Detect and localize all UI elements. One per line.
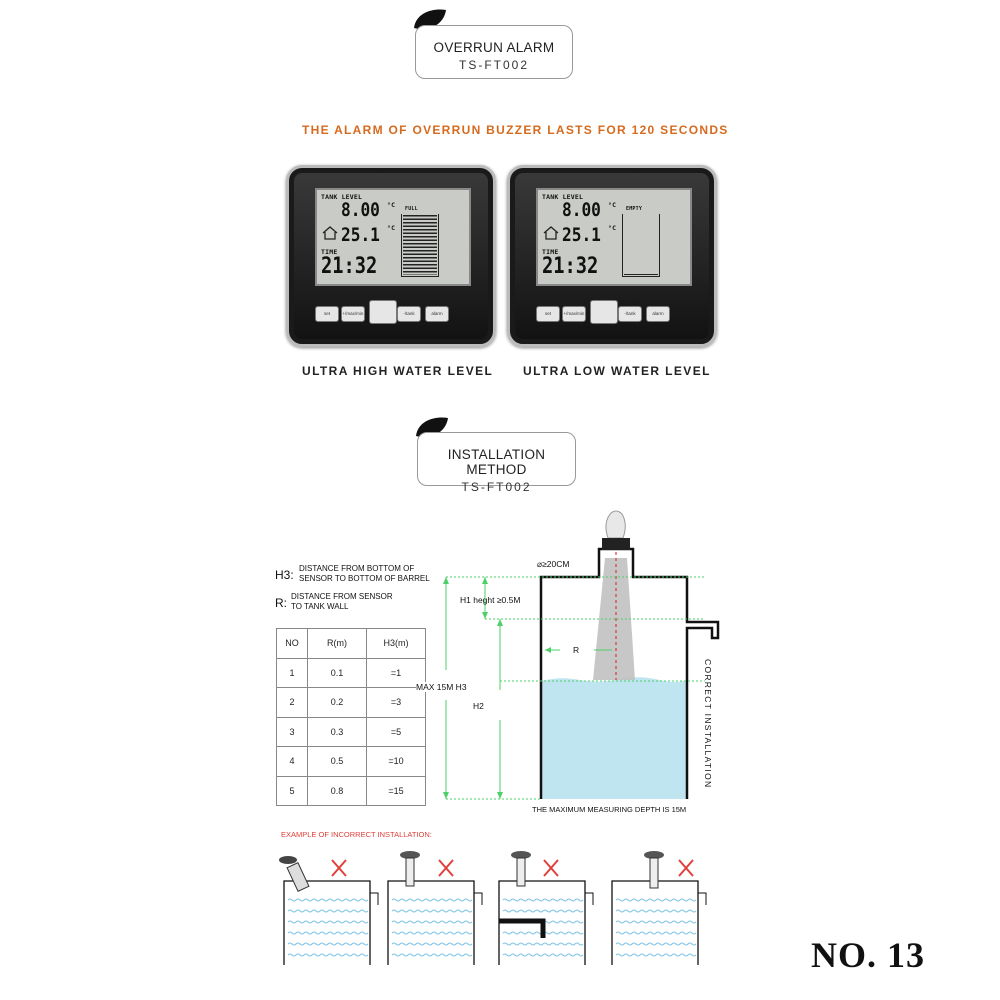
h2-label: H2 <box>473 701 484 711</box>
table-cell: 2 <box>277 688 308 718</box>
incorrect-example-2 <box>388 851 482 965</box>
device-button[interactable] <box>590 300 618 324</box>
device-button[interactable]: set <box>536 306 560 322</box>
device-button[interactable]: +/max/min <box>562 306 586 322</box>
water-wave <box>288 943 368 945</box>
tank-outlet <box>585 893 593 905</box>
distance-value: 8.00 <box>562 199 601 221</box>
tank-gauge <box>622 214 660 277</box>
h3-table <box>276 628 426 806</box>
sensor-mount <box>602 538 630 550</box>
water-wave <box>288 932 368 934</box>
table-header-row <box>277 629 426 659</box>
table-cell: 0.2 <box>308 688 367 718</box>
installation-diagram <box>430 505 720 815</box>
device-button[interactable] <box>369 300 397 324</box>
table-cell: 5 <box>277 776 308 806</box>
tank-level-fill <box>624 274 658 275</box>
table-cell: =5 <box>367 717 426 747</box>
incorrect-title: EXAMPLE OF INCORRECT INSTALLATION: <box>281 830 432 839</box>
table-cell: =10 <box>367 747 426 777</box>
table-header-cell: H3(m) <box>367 629 426 659</box>
table-cell: 0.8 <box>308 776 367 806</box>
h1-label: H1 heght ≥0.5M <box>460 595 521 605</box>
temperature-value: 25.1 <box>562 224 601 246</box>
button-row <box>532 300 692 326</box>
tank-outlet <box>474 893 482 905</box>
table-header-cell: R(m) <box>308 629 367 659</box>
banner-model: TS-FT002 <box>458 58 529 72</box>
tank-water <box>541 677 687 799</box>
banner-title: INSTALLATION METHOD <box>447 447 546 477</box>
incorrect-example-3 <box>499 851 593 965</box>
tank-status-label: FULL <box>405 206 418 212</box>
device-button[interactable]: alarm <box>646 306 670 322</box>
alarm-headline: THE ALARM OF OVERRUN BUZZER LASTS FOR 120 SECONDS <box>302 123 729 137</box>
banner-model: TS-FT002 <box>461 480 532 494</box>
table-cell: 0.5 <box>308 747 367 777</box>
sensor-probe <box>406 858 414 886</box>
water-wave <box>616 943 696 945</box>
table-cell: =1 <box>367 658 426 688</box>
device-button[interactable]: -/tank <box>397 306 421 322</box>
device-high-level <box>286 165 496 347</box>
tank-level-label: TANK LEVEL <box>542 193 584 201</box>
max-h3-label: MAX 15M H3 <box>416 682 467 692</box>
water-wave <box>392 921 472 923</box>
tank-outlet <box>698 893 706 905</box>
water-wave <box>288 921 368 923</box>
incorrect-x-icon <box>679 860 693 876</box>
legend-r-key: R: <box>275 596 287 610</box>
water-wave <box>616 921 696 923</box>
number-badge: NO. 13 <box>811 935 925 975</box>
water-wave <box>616 954 696 956</box>
table-row <box>277 747 426 777</box>
device-button[interactable]: set <box>315 306 339 322</box>
device-button[interactable]: +/max/min <box>341 306 365 322</box>
max-depth-label: THE MAXIMUM MEASURING DEPTH IS 15M <box>532 805 687 814</box>
sensor-probe <box>287 863 309 892</box>
installation-method-banner <box>417 432 576 494</box>
water-wave <box>503 899 583 901</box>
distance-unit: °C <box>387 201 396 209</box>
table-row <box>277 658 426 688</box>
water-wave <box>503 954 583 956</box>
table-cell: 1 <box>277 658 308 688</box>
distance-unit: °C <box>608 201 617 209</box>
tank-level-fill <box>403 215 437 275</box>
incorrect-example-4 <box>612 851 706 965</box>
incorrect-x-icon <box>332 860 346 876</box>
water-wave <box>392 932 472 934</box>
overrun-alarm-banner <box>415 25 573 79</box>
temperature-unit: °C <box>387 224 396 232</box>
legend-h3-line2: SENSOR TO BOTTOM OF BARREL <box>299 574 430 583</box>
lcd-screen <box>536 188 692 286</box>
time-label: TIME <box>321 248 338 256</box>
table-row <box>277 717 426 747</box>
caption-low-level: ULTRA LOW WATER LEVEL <box>523 364 711 378</box>
lcd-screen <box>315 188 471 286</box>
r-label: R <box>573 645 580 655</box>
button-row <box>311 300 471 326</box>
sensor-head <box>279 856 297 864</box>
legend-r-line1: DISTANCE FROM SENSOR <box>291 592 393 601</box>
table-header-cell: NO <box>277 629 308 659</box>
incorrect-x-icon <box>439 860 453 876</box>
tank-gauge <box>401 214 439 277</box>
sensor-probe <box>517 858 525 886</box>
water-wave <box>392 943 472 945</box>
time-value: 21:32 <box>321 254 378 279</box>
table-cell: 3 <box>277 717 308 747</box>
table-cell: 4 <box>277 747 308 777</box>
sensor-probe <box>650 858 658 888</box>
incorrect-examples <box>270 840 710 970</box>
water-wave <box>392 910 472 912</box>
device-low-level <box>507 165 717 347</box>
device-button[interactable]: -/tank <box>618 306 642 322</box>
sensor-probe <box>606 511 625 538</box>
tank-outlet <box>370 893 378 905</box>
tank-level-label: TANK LEVEL <box>321 193 363 201</box>
caption-high-level: ULTRA HIGH WATER LEVEL <box>302 364 494 378</box>
water-wave <box>616 899 696 901</box>
obstacle-pipe <box>499 921 543 938</box>
table-row <box>277 688 426 718</box>
legend-r-line2: TO TANK WALL <box>291 602 349 611</box>
water-wave <box>288 954 368 956</box>
incorrect-x-icon <box>544 860 558 876</box>
legend-h3-line1: DISTANCE FROM BOTTOM OF <box>299 564 415 573</box>
distance-value: 8.00 <box>341 199 380 221</box>
table-cell: =15 <box>367 776 426 806</box>
time-value: 21:32 <box>542 254 599 279</box>
water-wave <box>503 910 583 912</box>
water-wave <box>616 932 696 934</box>
diameter-label: ⌀≥20CM <box>537 559 570 569</box>
legend-h3-key: H3: <box>275 568 294 582</box>
water-wave <box>288 899 368 901</box>
water-wave <box>392 954 472 956</box>
incorrect-example-1 <box>279 856 378 965</box>
water-wave <box>392 899 472 901</box>
device-button[interactable]: alarm <box>425 306 449 322</box>
table-cell: 0.1 <box>308 658 367 688</box>
house-icon <box>543 226 559 240</box>
water-wave <box>616 910 696 912</box>
table-cell: 0.3 <box>308 717 367 747</box>
correct-installation-label: CORRECT INSTALLATION <box>703 659 713 789</box>
water-wave <box>503 943 583 945</box>
banner-title: OVERRUN ALARM <box>433 40 555 55</box>
tank-status-label: EMPTY <box>626 206 643 212</box>
water-wave <box>288 910 368 912</box>
table-row <box>277 776 426 806</box>
time-label: TIME <box>542 248 559 256</box>
temperature-value: 25.1 <box>341 224 380 246</box>
table-cell: =3 <box>367 688 426 718</box>
house-icon <box>322 226 338 240</box>
temperature-unit: °C <box>608 224 617 232</box>
